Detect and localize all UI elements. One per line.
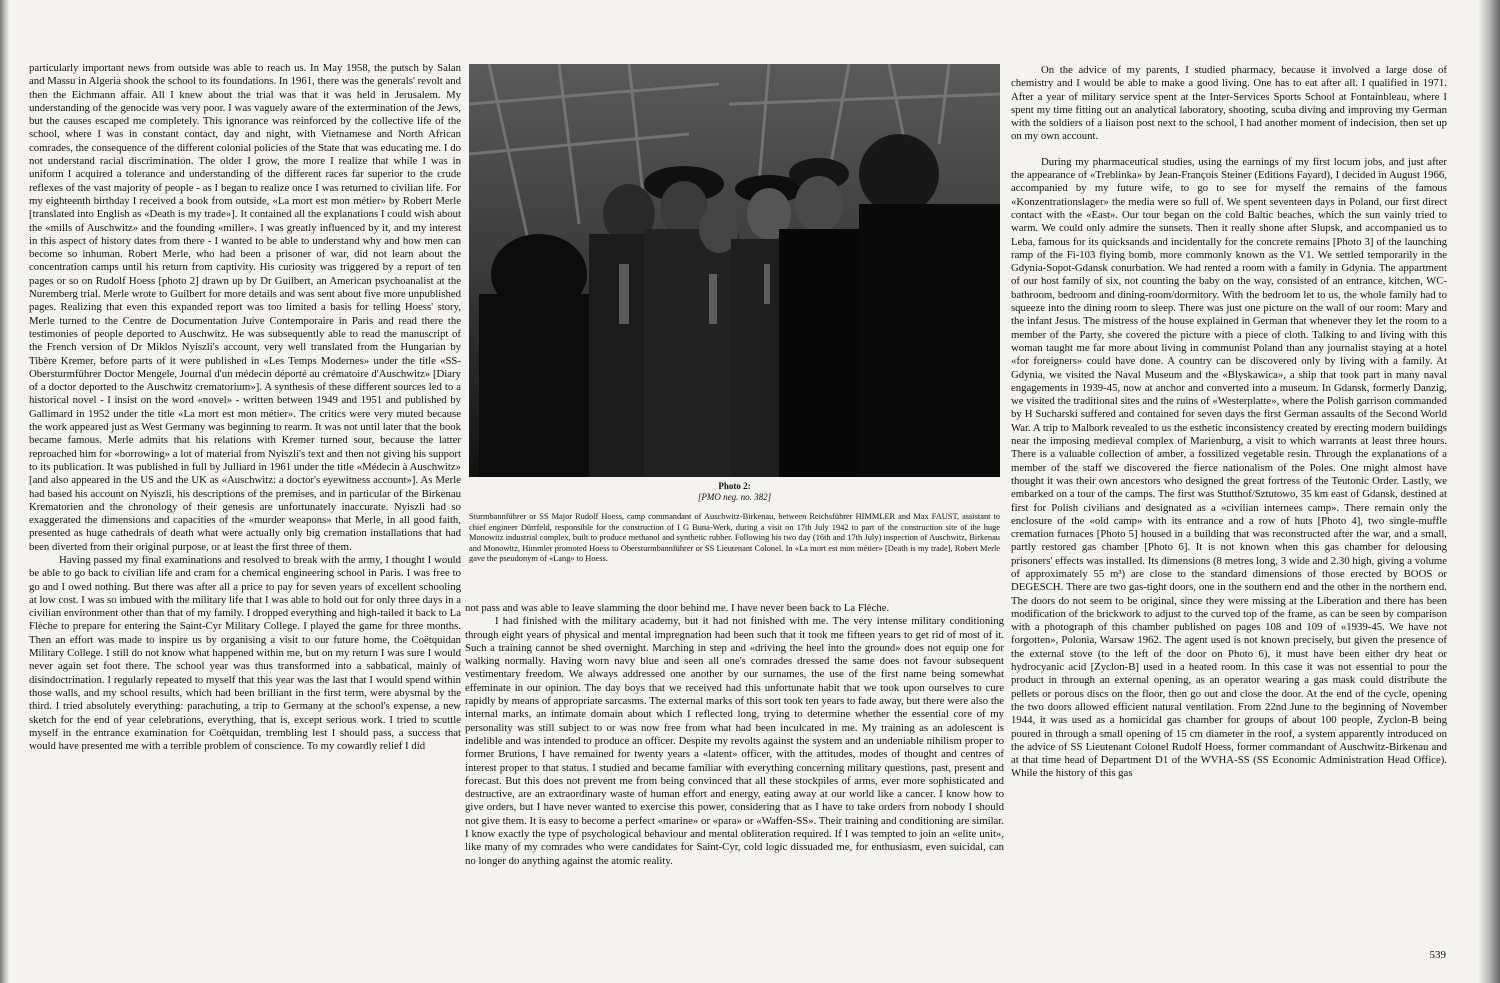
- middle-paragraph-2: I had finished with the military academy, but it had not finished with me. The very intense military conditioning through eight years of physical and mental impregnation had been such that it took me fifteen years to get rid of most of it. Such a training cannot be shed overnight. Marching in step and «driving the heel into the ground» does not equip one for walking normally. Having worn navy blue and seen all one's comrades dressed the same does not favour subsequent vestimentary freedom. We always addressed one another by our surnames, the use of the first name being somewhat effeminate in our opinion. The day boys that we received had this unfortunate habit that we took upon ourselves to cure rapidly by means of appropriate sarcasms. The external marks of this sort took ten years to fade away, but there were also the internal marks, an intimate domain about which I reflected long, trying to determine whether the essential core of my personality was still subject to or was now free from what had been inculcated in me. My training as an adolescent is indelible and was intended to produce an officer. Despite my revolts against the system and an undeniable nihilism proper to former Brutions, I have remained for twenty years a «latent» officer, with the attitudes, modes of thought and centres of interest proper to that status. I studied and became familiar with everything concerning military questions, past, present and forecast. But this does not prevent me from being convinced that all these stockpiles of arms, ever more sophisticated and destructive, are an extraordinary waste of human effort and energy, eating away at our world like a cancer. I know how to give orders, but I have never wanted to exercise this power, considering that as I have to take orders from nobody I should not give them. It is easy to become a perfect «marine» or «para» or «Waffen-SS». Their training and conditioning are similar. I know exactly the type of psychological behaviour and mental obliteration required. If I was tempted to join an «elite unit», like many of my comrades who were candidates for Saint-Cyr, cold logic dissuaded me, for enthusiasm, even suicidal, can no longer do anything against the atomic reality.: [465, 615, 1004, 867]
- left-text-column: [29, 62, 461, 924]
- left-paragraph-2: Having passed my final examinations and resolved to break with the army, I thought I would be able to go back to civilian life and cram for a chemical engineering school in Paris. I was free to go and I owed nothing. But there was after all a price to pay for seven years of excellent schooling at low cost. I was so imbued with the military life that I was able to hold out for only three days in a civilian environment other than that of my family. I dropped everything and high-tailed it back to La Flèche to prepare for entering the Saint-Cyr Military College. I played the game for three months. Then an effort was made to inspire us by organising a visit to our future home, the Coëtquidan Military College. I still do not know what happened within me, but on my return I was sure I would never again set foot there. The school year was thus transformed into a sabbatical, mainly of disindoctrination. I regularly repeated to myself that this year was the last that I would spend within those walls, and my school results, which had been brilliant in the first term, were abysmal by the third. I tried absolutely everything: parachuting, a trip to Germany at the school's expense, a new sketch for the end of year celebrations, everything, that is, except serious work. I tried to scuttle myself in the entrance examination for Coëtquidan, trembling lest I should pass, a success that would have presented me with a terrible problem of conscience. To my cowardly relief I did: [29, 553, 461, 753]
- page-number: 539: [1429, 949, 1446, 961]
- middle-text-column: [465, 602, 1004, 928]
- right-paragraph-1: On the advice of my parents, I studied pharmacy, because it involved a large dose of chemistry and I would be able to make a good living. One has to eat after all. I qualified in 1971. After a year of military service spent at the Inter-Services Sports School at Fontainbleau, where I spent my time fitting out an analytical laboratory, shooting, scuba diving and improving my German with the soldiers of a liaison post next to the school, I had another moment of indecision, then set up on my own account.: [1011, 64, 1447, 143]
- photo-negative-number: [PMO neg. no. 382]: [697, 492, 772, 502]
- photo-caption: Sturmbannführer or SS Major Rudolf Hoess, camp commandant of Auschwitz-Birkenau, between Reichsführer HIMMLER and Max FAUST, assistant to chief engineer Dürrfeld, responsible for the construction of I G Buna-Werk, during a visit on 17th July 1942 to part of the construction site of the huge Monowitz industrial complex, built to produce methanol and synthetic rubber. Following his two day (16th and 17th July) inspection of Auschwitz, Birkenau and Monowitz, Himmler promoted Hoess to Obersturmbannführer or SS Lieutenant Colonel. In «La mort est mon métier» [Death is my trade], Robert Merle gave the pseudonym of «Lang» to Hoess.: [469, 512, 1000, 564]
- photo-title: Photo 2:: [718, 481, 751, 491]
- left-paragraph-1: particularly important news from outside was able to reach us. In May 1958, the putsch by Salan and Massu in Algeria shook the school to its foundations. In 1961, there was the generals' revolt and then the Eichmann affair. All I knew about the trial was that it was held in Jerusalem. My understanding of the genocide was very poor. I was vaguely aware of the extermination of the Jews, but the causes escaped me completely. This ignorance was reinforced by the collective life of the school, where I was in constant contact, day and night, with Vietnamese and North African comrades, the consequence of the different colonial policies of the State that was educating me. I do not understand racial discrimination. The older I grow, the more I realize that while I was in uniform I acquired a tolerance and understanding of the different races far superior to the crude reflexes of the vast majority of people - as I began to realize once I was returned to civilian life. For my eighteenth birthday I received a book from outside, «La mort est mon métier» by Robert Merle [translated into English as «Death is my trade»]. It contained all the explanations I could wish about the «mills of Auschwitz» and the founding «miller». I was greatly influenced by it, and my interest in this aspect of history dates from there - I wanted to be able to understand why and how men can become so inhuman. Robert Merle, who had been a prisoner of war, did not learn about the concentration camps until his return from captivity. His curiosity was triggered by a report of ten pages or so on Rudolf Hoess [photo 2] drawn up by Dr Guilbert, an American psychoanalist at the Nuremberg trial. Merle wrote to Guilbert for more details and was sent about five more unpublished pages. Realizing that even this expanded report was too limited a basis for telling Hoess' story, Merle turned to the Centre de Documentation Juive Contemporaire in Paris and read there the testimonies of people deported to Auschwitz. He was subsequently able to read the manuscript of the French version of Dr Miklos Nyiszli's account, very well translated from the Hungarian by Tibère Kremer, before parts of it were published in «Les Temps Modernes» under the title «SS-Obersturmführer Doctor Mengele, Journal d'un médecin déporté au crématoire d'Auschwitz» [Diary of a doctor deported to the Auschwitz crematorium»]. A synthesis of these different sources led to a historical novel - I insist on the word «novel» - written between 1949 and 1951 and published by Gallimard in 1952 under the title «La mort est mon métier». The critics were very muted because the work appeared just as West Germany was beginning to rearm. It was not until later that the book became famous. Merle admits that his relations with Kremer turned sour, because the latter reproached him for «borrowing» a lot of material from Nyiszli's text and then not giving his support to its publication. It was published in full by Julliard in 1961 under the title «Médecin à Auschwitz» [and also appeared in the US and the UK as «Auschwitz: a doctor's eyewitness account»]. As Merle had based his account on Nyiszli, his descriptions of the premises, and in particular of the Birkenau Krematorien and the chronology of their genesis are unfortunately inaccurate. Nyiszli had so exaggerated the dimensions and capacities of the «murder weapons» that Merle, in all good faith, presented as huge cathedrals of death what were actually only big cremation installations that had been diverted from their original purpose, or at least the first three of them.: [29, 62, 461, 553]
- photo-2-image: [469, 64, 1000, 477]
- middle-paragraph-1: not pass and was able to leave slamming the door behind me. I have never been back to La Flèche.: [465, 602, 890, 614]
- right-paragraph-2: During my pharmaceutical studies, using the earnings of my first locum jobs, and just after the appearance of «Treblinka» by Jean-François Steiner (Editions Fayard), I decided in August 1966, accompanied by my future wife, to go to see for myself the remains of the famous «Konzentrationslager» the media were so full of. We spent seventeen days in Poland, our first direct contact with the «East». Our tour began on the cold Baltic beaches, which the sun vainly tried to warm. We could only admire the sunsets. Then it really shone after Slupsk, and accompanied us to Leba, famous for its quicksands and incidentally for the concrete remains [Photo 3] of the launching ramp of the Fi-103 flying bomb, more commonly known as the V1. We settled temporarily in the Gdynia-Sopot-Gdansk conurbation. We had rented a room with a family in Gdynia. The appartment of our host family of six, not counting the baby on the way, consisted of an entrance, kitchen, WC-bathroom, bedroom and dining-room/dormitory. With the bedroom let to us, the whole family had to squeeze into the dining room to sleep. There was just one picture on the wall of our room: Mary and the infant Jesus. The mistress of the house explained in German that whenever they let the room to a member of the Party, she covered the picture with a piece of cloth. Talking to and living with this woman taught me far more about living in communist Poland than any journalist staying at a hotel «for foreigners» could have done. A country can be discovered only by living with a family. At Gdynia, we visited the Naval Museum and the «Blyskawica», a ship that took part in many naval engagements in 1939-45, now at anchor and converted into a museum. In Gdansk, formerly Danzig, we visited the traditional sites and the ruins of «Westerplatte», where the Polish garrison commanded by H Sucharski suffered and contained for seven days the first German assaults of the Second World War. A trip to Malbork revealed to us the esthetic inconsistency created by erecting modern buildings near the imposing medieval complex of Marienburg, a visit to which warrants at least three hours. There is a valuable collection of amber, a fossilized vegetable resin. Through the explanations of a member of the staff we discovered the fierce nationalism of the Poles. One might almost have thought it was their own ancestors who designed the great fortress of the Teutonic Order. Lastly, we embarked on a tour of the camps. The first was Stutthof/Sztutowo, 35 km east of Gdansk, destined at first for Polish civilians and designated as a «civilian internees camp». There remain only the enclosure of the «old camp» with its entrance and a row of huts [Photo 4], two single-muffle cremation furnaces [Photo 5] housed in a building that was reconstructed after the war, and a small, partly restored gas chamber [Photo 6]. It is not known when this gas chamber for delousing prisoners' effects was installed. Its dimensions (8 metres long, 3 wide and 2.30 high, giving a volume of approximately 55 m³) are close to the standard dimensions of those erected by BOOS or DEGESCH. There are two gas-tight doors, one in the southern end and the other in the northern end. The doors do not seem to be original, since they were missing at the Liberation and there has been modification of the brickwork to adjust to the curved top of the frame, as can be seen by comparison with a photograph of this chamber published on pages 108 and 109 of «1939-45. We have not forgotten», Polonia, Warsaw 1962. The agent used is not known precisely, but given the presence of the external stove (to the left of the door on Photo 6), it must have been either dry heat or hydrocyanic acid [Zyclon-B] used in a heated room. In this case it was not essential to pour the product in through an external opening, as an operator wearing a gas mask could distribute the pellets or porous discs on the floor, then go out and close the door. At the end of the cycle, opening the two doors allowed efficient natural ventilation. From 22nd June to the beginning of November 1944, it was used as a homicidal gas chamber for groups of about 100 people, Zyclon-B being poured in through a small opening of 15 cm diameter in the roof, a system apparently introduced on the advice of SS Lieutenant Colonel Rudolf Hoess, former commandant of Auschwitz-Birkenau and at that time head of Department D1 of the WVHA-SS (SS Economic Administration Head Office). While the history of this gas: [1011, 155, 1447, 780]
- photo-label: [469, 481, 1000, 503]
- right-text-column: [1011, 64, 1447, 930]
